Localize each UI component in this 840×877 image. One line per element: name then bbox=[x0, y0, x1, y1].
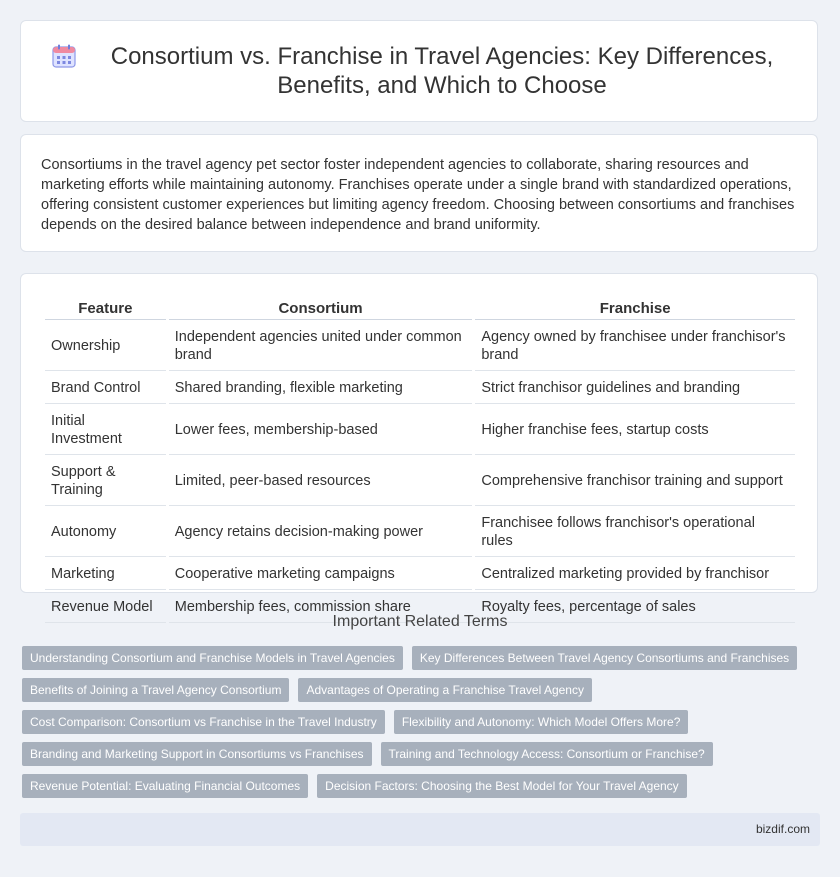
related-terms-heading: Important Related Terms bbox=[332, 613, 508, 630]
related-term-link[interactable]: Benefits of Joining a Travel Agency Consortium bbox=[22, 678, 289, 702]
column-header: Consortium bbox=[169, 296, 473, 320]
consortium-cell: Membership fees, commission share bbox=[169, 592, 473, 623]
footer-bar bbox=[20, 813, 820, 846]
franchise-cell: Centralized marketing provided by franchisor bbox=[475, 559, 795, 590]
table-row bbox=[45, 559, 795, 590]
consortium-cell: Independent agencies united under common brand bbox=[169, 322, 473, 371]
consortium-cell: Cooperative marketing campaigns bbox=[169, 559, 473, 590]
feature-cell: Support & Training bbox=[45, 457, 166, 506]
franchise-cell: Royalty fees, percentage of sales bbox=[475, 592, 795, 623]
calendar-icon bbox=[51, 43, 77, 69]
site-name[interactable]: bizdif.com bbox=[755, 822, 810, 836]
intro-paragraph: Consortiums in the travel agency pet sector foster independent agencies to collaborate, sharing resources and marketing efforts while maintaining autonomy. Franchises operate under a single brand with standardized operations, offering consistent customer experiences but limiting agency freedom. Choosing between consortiums and franchises depends on the desired balance between independence and brand uniformity. bbox=[41, 157, 795, 233]
table-row bbox=[45, 406, 795, 455]
column-header: Feature bbox=[45, 296, 166, 320]
feature-cell: Initial Investment bbox=[45, 406, 166, 455]
comparison-table bbox=[42, 294, 798, 625]
related-term-link[interactable]: Branding and Marketing Support in Consortiums vs Franchises bbox=[22, 742, 372, 766]
franchise-cell: Higher franchise fees, startup costs bbox=[475, 406, 795, 455]
franchise-cell: Strict franchisor guidelines and branding bbox=[475, 373, 795, 404]
related-term-link[interactable]: Training and Technology Access: Consortium or Franchise? bbox=[381, 742, 713, 766]
table-row bbox=[45, 322, 795, 371]
related-term-link[interactable]: Advantages of Operating a Franchise Travel Agency bbox=[298, 678, 592, 702]
related-term-link[interactable]: Revenue Potential: Evaluating Financial Outcomes bbox=[22, 774, 308, 798]
consortium-cell: Agency retains decision-making power bbox=[169, 508, 473, 557]
franchise-cell: Franchisee follows franchisor's operational rules bbox=[475, 508, 795, 557]
feature-cell: Brand Control bbox=[45, 373, 166, 404]
related-term-link[interactable]: Decision Factors: Choosing the Best Model for Your Travel Agency bbox=[317, 774, 687, 798]
related-terms-list bbox=[22, 646, 822, 806]
table-row bbox=[45, 508, 795, 557]
consortium-cell: Lower fees, membership-based bbox=[169, 406, 473, 455]
feature-cell: Marketing bbox=[45, 559, 166, 590]
franchise-cell: Comprehensive franchisor training and support bbox=[475, 457, 795, 506]
table-row bbox=[45, 373, 795, 404]
table-header-row bbox=[45, 296, 795, 320]
header-card bbox=[20, 20, 818, 122]
page-title: Consortium vs. Franchise in Travel Agencies: Key Differences, Benefits, and Which to Choose bbox=[110, 43, 774, 99]
related-term-link[interactable]: Flexibility and Autonomy: Which Model Offers More? bbox=[394, 710, 689, 734]
franchise-cell: Agency owned by franchisee under franchisor's brand bbox=[475, 322, 795, 371]
feature-cell: Revenue Model bbox=[45, 592, 166, 623]
related-term-link[interactable]: Understanding Consortium and Franchise Models in Travel Agencies bbox=[22, 646, 403, 670]
intro-card bbox=[20, 134, 818, 252]
table-row bbox=[45, 457, 795, 506]
feature-cell: Autonomy bbox=[45, 508, 166, 557]
consortium-cell: Limited, peer-based resources bbox=[169, 457, 473, 506]
consortium-cell: Shared branding, flexible marketing bbox=[169, 373, 473, 404]
feature-cell: Ownership bbox=[45, 322, 166, 371]
related-term-link[interactable]: Cost Comparison: Consortium vs Franchise in the Travel Industry bbox=[22, 710, 385, 734]
column-header: Franchise bbox=[475, 296, 795, 320]
comparison-table-card bbox=[20, 273, 818, 615]
related-term-link[interactable]: Key Differences Between Travel Agency Consortiums and Franchises bbox=[412, 646, 797, 670]
